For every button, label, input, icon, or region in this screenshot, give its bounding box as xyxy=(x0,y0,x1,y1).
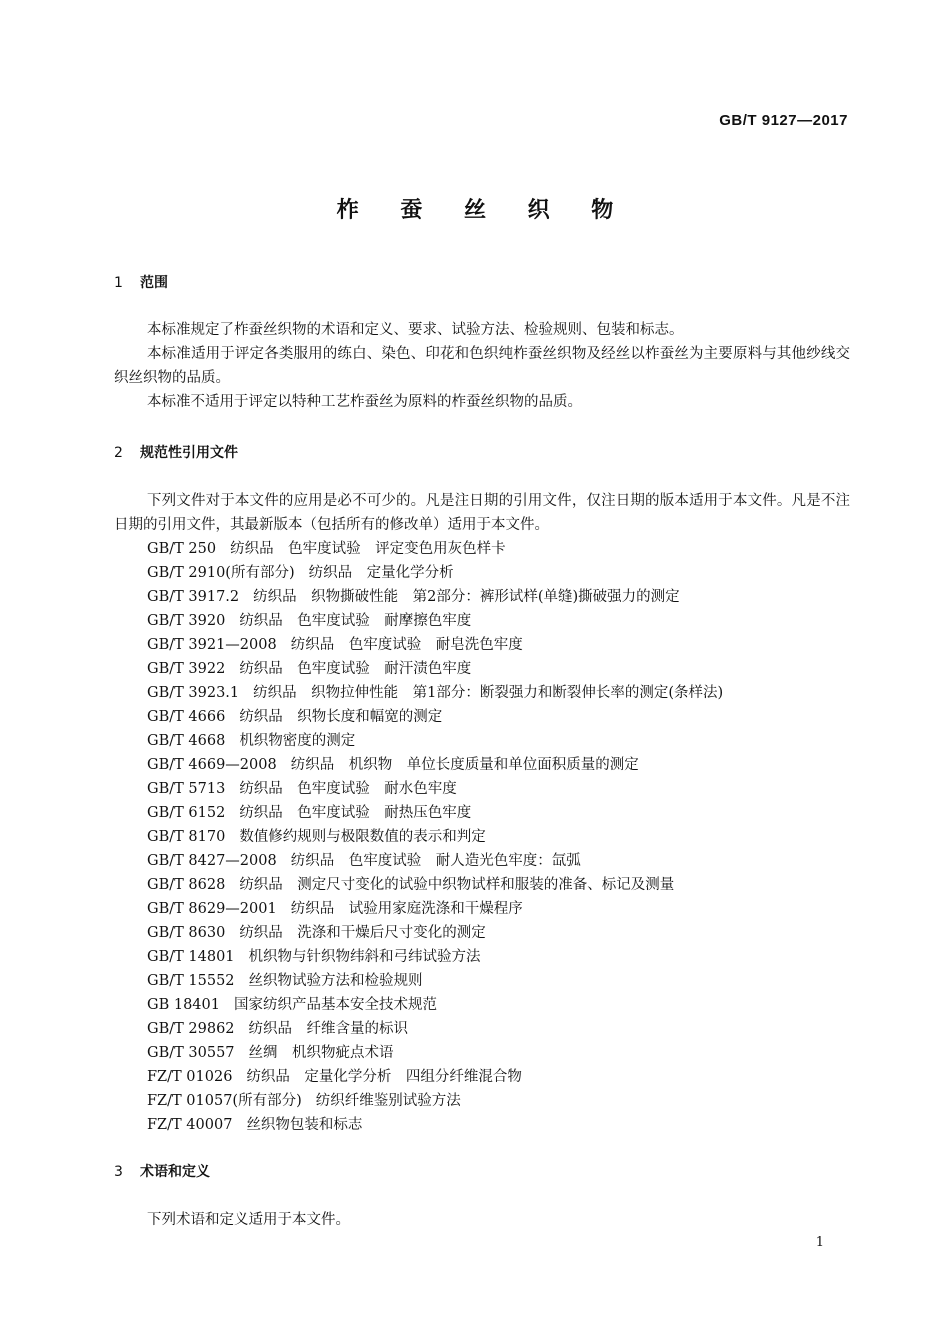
reference-code: GB/T 15552 xyxy=(147,973,235,989)
reference-item xyxy=(147,705,723,729)
reference-item xyxy=(147,681,723,705)
reference-code: GB/T 3922 xyxy=(147,661,226,677)
reference-code: GB/T 4668 xyxy=(147,733,226,749)
reference-title: 纺织品 色牢度试验 耐水色牢度 xyxy=(239,781,457,797)
reference-code: GB/T 4669—2008 xyxy=(147,757,277,773)
reference-title: 纺织品 色牢度试验 耐人造光色牢度：氙弧 xyxy=(290,853,581,869)
reference-code: GB 18401 xyxy=(147,997,220,1013)
reference-item xyxy=(147,849,723,873)
document-title: 柞 蚕 丝 织 物 xyxy=(336,198,631,223)
reference-item xyxy=(147,921,723,945)
terms-intro: 下列术语和定义适用于本文件。 xyxy=(147,1212,350,1228)
section-number: 3 xyxy=(114,1164,123,1180)
reference-list xyxy=(147,537,723,1137)
reference-code: FZ/T 40007 xyxy=(147,1117,233,1133)
standard-code: GB/T 9127—2017 xyxy=(719,112,848,129)
references-intro: 下列文件对于本文件的应用是必不可少的。凡是注日期的引用文件，仅注日期的版本适用于本文件。凡是不注日期的引用文件，其最新版本（包括所有的修改单）适用于本文件。 xyxy=(114,493,850,533)
reference-item xyxy=(147,1089,723,1113)
reference-title: 丝织物试验方法和检验规则 xyxy=(248,973,423,989)
reference-code: GB/T 250 xyxy=(147,541,217,557)
reference-code: GB/T 3921—2008 xyxy=(147,637,277,653)
section-number: 1 xyxy=(114,275,123,291)
reference-code: GB/T 30557 xyxy=(147,1045,235,1061)
scope-paragraph-1: 本标准规定了柞蚕丝织物的术语和定义、要求、试验方法、检验规则、包装和标志。 xyxy=(147,322,684,338)
reference-title: 纺织品 色牢度试验 评定变色用灰色样卡 xyxy=(230,541,506,557)
reference-title: 纺织品 试验用家庭洗涤和干燥程序 xyxy=(290,901,523,917)
section-title: 范围 xyxy=(140,275,168,291)
reference-title: 机织物与针织物纬斜和弓纬试验方法 xyxy=(248,949,481,965)
page-number: 1 xyxy=(815,1235,824,1250)
reference-item xyxy=(147,633,723,657)
reference-code: FZ/T 01026 xyxy=(147,1069,233,1085)
reference-item xyxy=(147,1065,723,1089)
reference-title: 纺织品 织物拉伸性能 第1部分：断裂强力和断裂伸长率的测定(条样法) xyxy=(253,685,724,701)
section-number: 2 xyxy=(114,445,123,461)
reference-item xyxy=(147,657,723,681)
reference-item xyxy=(147,1017,723,1041)
reference-item xyxy=(147,969,723,993)
reference-code: GB/T 8629—2001 xyxy=(147,901,277,917)
reference-item xyxy=(147,1113,723,1137)
reference-title: 纺织品 色牢度试验 耐汗渍色牢度 xyxy=(239,661,472,677)
reference-item xyxy=(147,609,723,633)
reference-item xyxy=(147,1041,723,1065)
reference-code: GB/T 8630 xyxy=(147,925,226,941)
reference-code: GB/T 8427—2008 xyxy=(147,853,277,869)
reference-item xyxy=(147,753,723,777)
reference-code: GB/T 6152 xyxy=(147,805,226,821)
reference-code: FZ/T 01057(所有部分) xyxy=(147,1093,302,1109)
reference-item xyxy=(147,561,723,585)
reference-title: 纺织品 洗涤和干燥后尺寸变化的测定 xyxy=(239,925,486,941)
reference-title: 纺织品 织物撕破性能 第2部分：裤形试样(单缝)撕破强力的测定 xyxy=(253,589,680,605)
reference-code: GB/T 3923.1 xyxy=(147,685,240,701)
reference-item xyxy=(147,729,723,753)
reference-title: 纺织品 色牢度试验 耐热压色牢度 xyxy=(239,805,472,821)
scope-paragraph-2: 本标准适用于评定各类服用的练白、染色、印花和色织纯柞蚕丝织物及经丝以柞蚕丝为主要原料与其他纱线交织丝织物的品质。 xyxy=(114,346,850,386)
section-3-heading xyxy=(114,1161,210,1181)
reference-code: GB/T 8170 xyxy=(147,829,226,845)
reference-item xyxy=(147,873,723,897)
reference-item xyxy=(147,945,723,969)
reference-title: 纺织品 测定尺寸变化的试验中织物试样和服装的准备、标记及测量 xyxy=(239,877,675,893)
reference-item xyxy=(147,585,723,609)
reference-title: 纺织品 织物长度和幅宽的测定 xyxy=(239,709,443,725)
reference-title: 纺织品 机织物 单位长度质量和单位面积质量的测定 xyxy=(290,757,639,773)
reference-code: GB/T 14801 xyxy=(147,949,235,965)
reference-title: 纺织品 定量化学分析 四组分纤维混合物 xyxy=(246,1069,522,1085)
reference-code: GB/T 29862 xyxy=(147,1021,235,1037)
reference-title: 数值修约规则与极限数值的表示和判定 xyxy=(239,829,486,845)
reference-item xyxy=(147,537,723,561)
reference-code: GB/T 5713 xyxy=(147,781,226,797)
reference-title: 纺织品 色牢度试验 耐皂洗色牢度 xyxy=(290,637,523,653)
reference-title: 纺织品 纤维含量的标识 xyxy=(248,1021,409,1037)
reference-item xyxy=(147,801,723,825)
reference-title: 丝织物包装和标志 xyxy=(246,1117,363,1133)
reference-code: GB/T 8628 xyxy=(147,877,226,893)
reference-item xyxy=(147,897,723,921)
reference-title: 国家纺织产品基本安全技术规范 xyxy=(233,997,437,1013)
reference-title: 纺织纤维鉴别试验方法 xyxy=(315,1093,461,1109)
reference-code: GB/T 3917.2 xyxy=(147,589,240,605)
section-title: 术语和定义 xyxy=(140,1164,210,1180)
reference-item xyxy=(147,825,723,849)
reference-code: GB/T 2910(所有部分) xyxy=(147,565,295,581)
reference-title: 丝绸 机织物疵点术语 xyxy=(248,1045,394,1061)
reference-code: GB/T 4666 xyxy=(147,709,226,725)
section-1-heading xyxy=(114,272,168,292)
reference-code: GB/T 3920 xyxy=(147,613,226,629)
reference-title: 纺织品 定量化学分析 xyxy=(308,565,454,581)
reference-item xyxy=(147,777,723,801)
reference-title: 机织物密度的测定 xyxy=(239,733,356,749)
reference-item xyxy=(147,993,723,1017)
section-2-heading xyxy=(114,442,238,462)
reference-title: 纺织品 色牢度试验 耐摩擦色牢度 xyxy=(239,613,472,629)
section-title: 规范性引用文件 xyxy=(140,445,238,461)
scope-paragraph-3: 本标准不适用于评定以特种工艺柞蚕丝为原料的柞蚕丝织物的品质。 xyxy=(147,394,582,410)
